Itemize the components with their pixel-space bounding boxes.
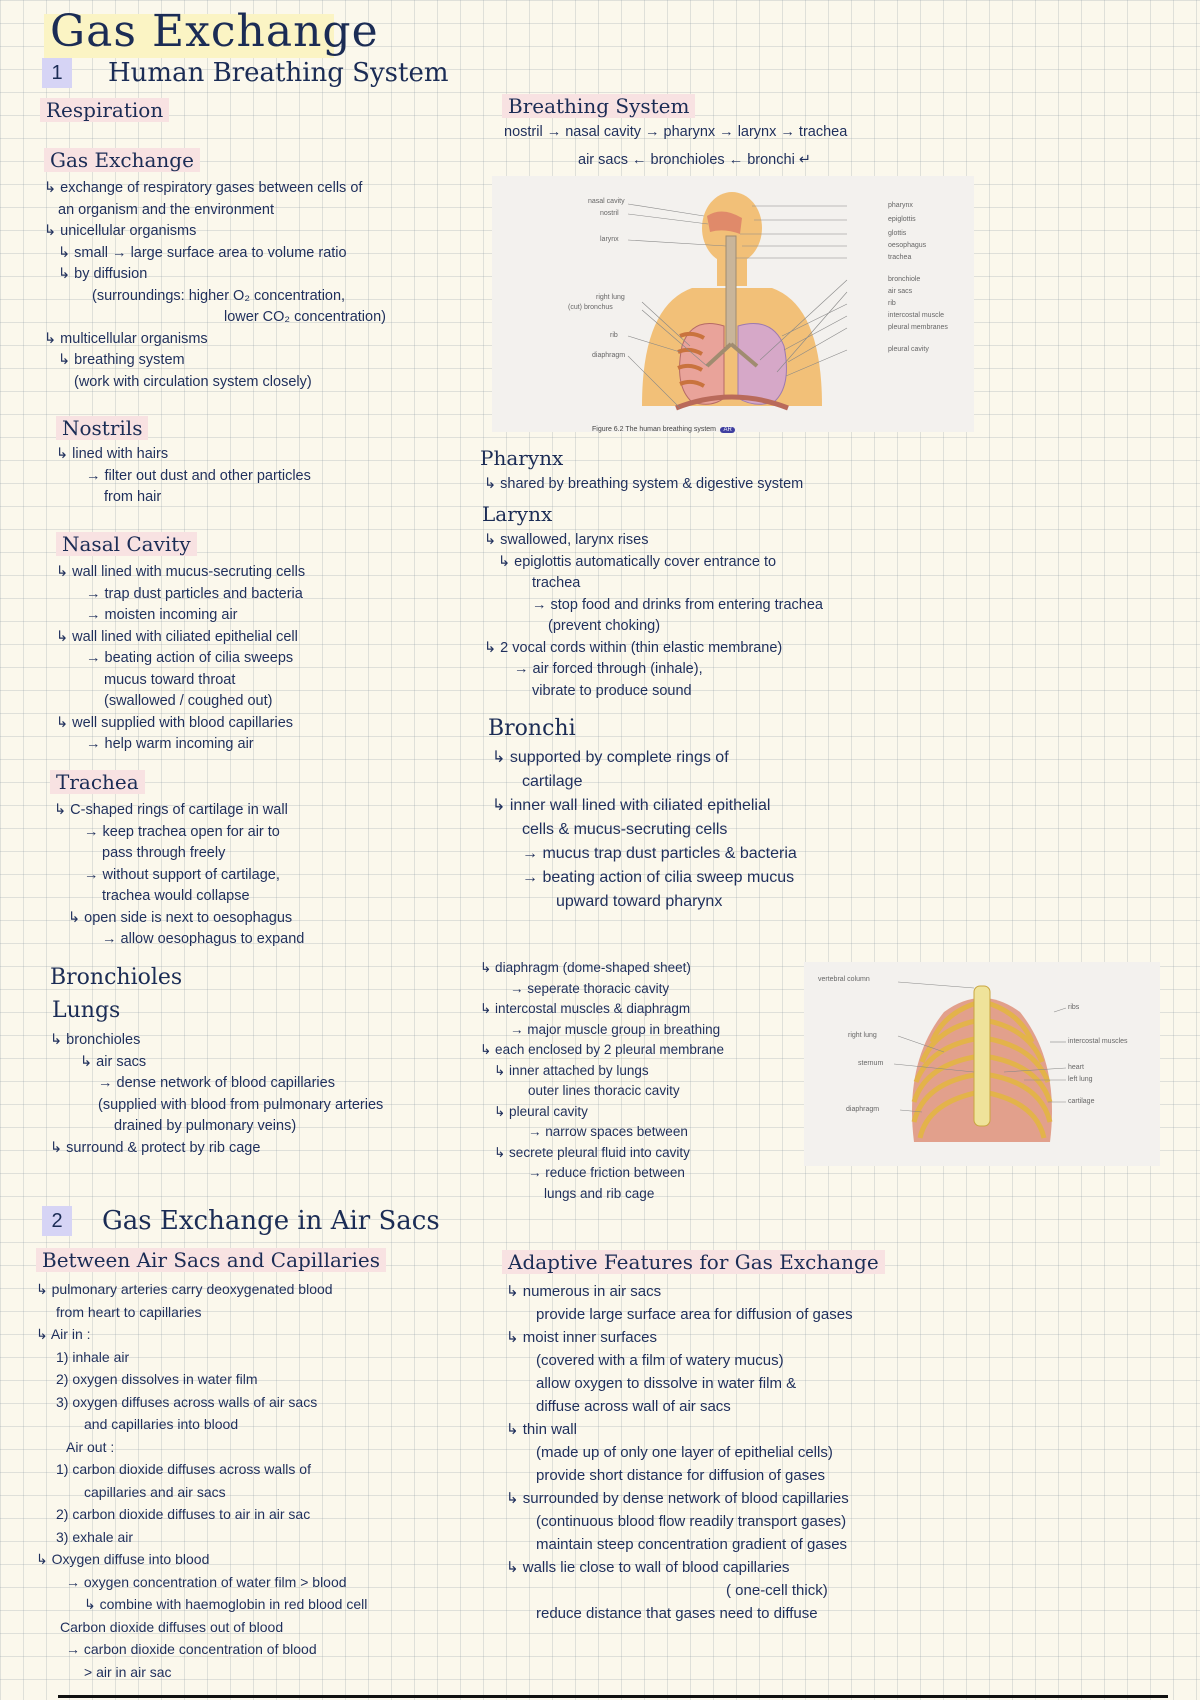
section-2-title: Gas Exchange in Air Sacs bbox=[102, 1206, 440, 1236]
section-2-number: 2 bbox=[42, 1206, 72, 1236]
note-line: → beating action of cilia sweep mucus bbox=[522, 869, 795, 886]
note-line: capillaries and air sacs bbox=[84, 1483, 226, 1500]
note-line: → oxygen concentration of water film > blood bbox=[66, 1573, 347, 1590]
note-line: ↳ walls lie close to wall of blood capillaries bbox=[506, 1559, 790, 1576]
note-line: cells & mucus-secruting cells bbox=[522, 821, 728, 838]
note-line: ↳ epiglottis automatically cover entrance to bbox=[498, 553, 777, 570]
note-line: ↳ surround & protect by rib cage bbox=[50, 1139, 261, 1156]
note-line: → beating action of cilia sweeps bbox=[86, 650, 294, 666]
lungs-notes bbox=[50, 1030, 490, 1159]
fig1-label: nostril bbox=[600, 210, 619, 217]
note-line: outer lines thoracic cavity bbox=[528, 1083, 680, 1098]
note-line: ↳ secrete pleural fluid into cavity bbox=[494, 1144, 690, 1160]
note-line: → narrow spaces between bbox=[528, 1124, 688, 1139]
bronchi-heading: Bronchi bbox=[488, 716, 576, 741]
fig1-label: rib bbox=[610, 332, 618, 339]
note-line: provide short distance for diffusion of gases bbox=[536, 1467, 826, 1484]
note-line: cartilage bbox=[522, 773, 583, 790]
respiration-heading: Respiration bbox=[40, 98, 169, 122]
adaptive-heading: Adaptive Features for Gas Exchange bbox=[502, 1250, 885, 1274]
note-line: ↳ diaphragm (dome-shaped sheet) bbox=[480, 960, 691, 975]
note-line: → carbon dioxide concentration of blood bbox=[66, 1641, 317, 1657]
nostrils-heading: Nostrils bbox=[56, 416, 148, 440]
note-line: diffuse across wall of air sacs bbox=[536, 1398, 731, 1415]
fig2-label: sternum bbox=[858, 1060, 884, 1067]
fig1-label: trachea bbox=[888, 254, 912, 261]
note-line: 2) oxygen dissolves in water film bbox=[56, 1371, 258, 1387]
note-line: (surroundings: higher O₂ concentration, bbox=[92, 287, 346, 304]
between-notes bbox=[36, 1278, 466, 1683]
note-line: provide large surface area for diffusion of gases bbox=[536, 1306, 853, 1323]
note-line: ↳ small → large surface area to volume ratio bbox=[58, 244, 347, 261]
note-line: ↳ wall lined with ciliated epithelial cell bbox=[56, 628, 298, 645]
fig2-label: cartilage bbox=[1068, 1098, 1095, 1105]
fig1-label: epiglottis bbox=[888, 216, 916, 223]
fig2-label: intercostal muscles bbox=[1068, 1038, 1128, 1045]
pharynx-heading: Pharynx bbox=[480, 446, 564, 470]
larynx-heading: Larynx bbox=[482, 502, 553, 526]
note-line: → air forced through (inhale), bbox=[514, 661, 703, 677]
note-line: ↳ inner wall lined with ciliated epithelial bbox=[492, 797, 771, 814]
note-line: → filter out dust and other particles bbox=[86, 467, 311, 484]
note-line: ↳ numerous in air sacs bbox=[506, 1283, 662, 1300]
fig2-label: diaphragm bbox=[846, 1106, 880, 1113]
note-line: trachea would collapse bbox=[102, 888, 250, 904]
note-line: ↳ exchange of respiratory gases between cells of bbox=[44, 180, 363, 196]
nasal-cavity-heading: Nasal Cavity bbox=[56, 532, 197, 556]
note-line: nostril → nasal cavity → pharynx → larynx → trachea bbox=[504, 124, 848, 140]
note-line: (supplied with blood from pulmonary arteries bbox=[98, 1096, 384, 1113]
fig2-label: ribs bbox=[1068, 1004, 1080, 1011]
gas-exchange-heading: Gas Exchange bbox=[44, 148, 200, 172]
breathing-system-notes bbox=[504, 122, 984, 171]
note-line: ↳ unicellular organisms bbox=[44, 223, 197, 239]
note-line: ↳ multicellular organisms bbox=[44, 330, 208, 347]
note-line: ↳ well supplied with blood capillaries bbox=[56, 714, 294, 731]
note-line: ↳ air sacs bbox=[80, 1053, 147, 1070]
note-line: pass through freely bbox=[102, 845, 226, 861]
fig1-label: right lung bbox=[596, 294, 625, 301]
fig2-label: left lung bbox=[1068, 1076, 1093, 1083]
note-line: → seperate thoracic cavity bbox=[510, 980, 670, 996]
fig1-label: bronchiole bbox=[888, 276, 921, 283]
note-line: air sacs ← bronchioles ← bronchi ↵ bbox=[578, 151, 811, 168]
note-line: ↳ by diffusion bbox=[58, 266, 148, 282]
gas-exchange-notes bbox=[44, 178, 474, 393]
fig2-label: heart bbox=[1068, 1064, 1084, 1071]
bronchioles-heading: Bronchioles bbox=[50, 965, 183, 990]
section-1-title: Human Breathing System bbox=[108, 58, 449, 88]
note-line: ↳ combine with haemoglobin in red blood cell bbox=[84, 1596, 368, 1612]
note-line: maintain steep concentration gradient of gases bbox=[536, 1536, 848, 1553]
between-heading: Between Air Sacs and Capillaries bbox=[36, 1248, 386, 1272]
note-line: 3) oxygen diffuses across walls of air sacs bbox=[56, 1393, 318, 1410]
note-line: → major muscle group in breathing bbox=[510, 1021, 721, 1037]
note-line: ↳ Air in : bbox=[36, 1326, 91, 1342]
note-line: drained by pulmonary veins) bbox=[114, 1118, 297, 1134]
adaptive-notes bbox=[506, 1280, 996, 1625]
note-line: (prevent choking) bbox=[548, 618, 661, 634]
note-line: and capillaries into blood bbox=[84, 1416, 239, 1432]
fig1-label: (cut) bronchus bbox=[568, 304, 613, 311]
note-line: → keep trachea open for air to bbox=[84, 823, 280, 840]
note-line: ↳ swallowed, larynx rises bbox=[484, 532, 649, 548]
note-line: ↳ inner attached by lungs bbox=[494, 1062, 649, 1078]
note-line: ↳ wall lined with mucus-secruting cells bbox=[56, 564, 306, 580]
fig1-label: intercostal muscle bbox=[888, 312, 945, 319]
note-line: from hair bbox=[104, 489, 162, 505]
bottom-rule bbox=[58, 1695, 1168, 1698]
breathing-system-figure bbox=[492, 176, 974, 432]
note-line: 3) exhale air bbox=[56, 1528, 134, 1545]
note-line: ↳ C-shaped rings of cartilage in wall bbox=[54, 802, 288, 818]
trachea-heading: Trachea bbox=[50, 770, 145, 794]
note-line: → reduce friction between bbox=[528, 1165, 685, 1180]
note-line: vibrate to produce sound bbox=[532, 682, 692, 699]
note-line: → allow oesophagus to expand bbox=[102, 931, 305, 947]
fig1-label: larynx bbox=[600, 236, 619, 243]
note-line: (continuous blood flow readily transport gases) bbox=[536, 1513, 847, 1530]
note-line: → mucus trap dust particles & bacteria bbox=[522, 845, 797, 862]
note-line: (covered with a film of watery mucus) bbox=[536, 1352, 784, 1369]
note-line: lower CO₂ concentration) bbox=[224, 309, 386, 325]
rib-cage-figure bbox=[804, 962, 1160, 1166]
note-line: ↳ Oxygen diffuse into blood bbox=[36, 1551, 210, 1567]
note-line: → dense network of blood capillaries bbox=[98, 1075, 335, 1091]
larynx-notes bbox=[484, 530, 964, 702]
bronchi-notes bbox=[492, 746, 972, 914]
fig2-label: right lung bbox=[848, 1032, 877, 1039]
fig1-caption-wrap bbox=[592, 418, 735, 436]
note-line: ↳ pleural cavity bbox=[494, 1103, 588, 1119]
fig1-caption: Figure 6.2 The human breathing system bbox=[592, 426, 716, 433]
note-line: trachea bbox=[532, 575, 581, 591]
note-line: reduce distance that gases need to diffuse bbox=[536, 1605, 818, 1622]
fig1-label: air sacs bbox=[888, 288, 913, 295]
fig1-label: oesophagus bbox=[888, 242, 927, 249]
lungs-heading: Lungs bbox=[52, 998, 121, 1023]
note-line: → stop food and drinks from entering trachea bbox=[532, 596, 823, 613]
fig1-label: pleural membranes bbox=[888, 324, 948, 331]
note-line: ↳ supported by complete rings of bbox=[492, 749, 729, 766]
note-line: (made up of only one layer of epithelial cells) bbox=[536, 1444, 833, 1461]
fig2-label: vertebral column bbox=[818, 976, 870, 983]
note-line: 2) carbon dioxide diffuses to air in air sac bbox=[56, 1506, 311, 1522]
fig1-label: pleural cavity bbox=[888, 346, 929, 353]
note-line: (work with circulation system closely) bbox=[74, 373, 312, 390]
trachea-notes bbox=[54, 800, 464, 951]
note-line: ↳ thin wall bbox=[506, 1421, 577, 1438]
note-line: ↳ lined with hairs bbox=[56, 446, 169, 462]
note-line: → moisten incoming air bbox=[86, 607, 238, 623]
fig1-label: nasal cavity bbox=[588, 198, 625, 205]
fig1-label: diaphragm bbox=[592, 352, 626, 359]
note-line: → without support of cartilage, bbox=[84, 866, 280, 883]
page-title: Gas Exchange bbox=[50, 6, 379, 57]
note-line: ↳ moist inner surfaces bbox=[506, 1329, 657, 1346]
section-1-number: 1 bbox=[42, 58, 72, 88]
note-line: ↳ each enclosed by 2 pleural membrane bbox=[480, 1042, 724, 1057]
note-line: allow oxygen to dissolve in water film & bbox=[536, 1375, 797, 1392]
note-line: ↳ breathing system bbox=[58, 352, 185, 368]
note-line: ↳ 2 vocal cords within (thin elastic membrane) bbox=[484, 639, 783, 656]
breathing-system-heading: Breathing System bbox=[502, 94, 695, 118]
note-line: upward toward pharynx bbox=[556, 893, 723, 910]
fig1-label: glottis bbox=[888, 230, 907, 237]
note-line: lungs and rib cage bbox=[544, 1185, 655, 1201]
note-line: ( one-cell thick) bbox=[726, 1582, 828, 1599]
note-line: ↳ shared by breathing system & digestive system bbox=[484, 476, 804, 492]
nostrils-notes bbox=[56, 444, 456, 509]
nasal-cavity-notes bbox=[56, 562, 466, 756]
note-line: mucus toward throat bbox=[104, 671, 236, 688]
note-line: > air in air sac bbox=[84, 1663, 172, 1680]
note-line: 1) carbon dioxide diffuses across walls of bbox=[56, 1461, 311, 1477]
note-line: ↳ pulmonary arteries carry deoxygenated blood bbox=[36, 1281, 333, 1297]
fig1-label: pharynx bbox=[888, 202, 913, 209]
fig1-label: rib bbox=[888, 300, 896, 307]
breathing-system-diagram bbox=[492, 176, 974, 432]
ar-badge: AR bbox=[720, 427, 734, 433]
note-line: 1) inhale air bbox=[56, 1348, 130, 1365]
note-line: (swallowed / coughed out) bbox=[104, 693, 273, 709]
note-line: → trap dust particles and bacteria bbox=[86, 585, 303, 602]
note-line: → help warm incoming air bbox=[86, 736, 254, 752]
note-line: from heart to capillaries bbox=[56, 1303, 202, 1320]
note-line: Carbon dioxide diffuses out of blood bbox=[60, 1618, 284, 1635]
note-line: ↳ surrounded by dense network of blood capillaries bbox=[506, 1490, 849, 1507]
note-line: ↳ open side is next to oesophagus bbox=[68, 909, 293, 926]
note-line: an organism and the environment bbox=[58, 201, 275, 218]
diaphragm-notes bbox=[480, 958, 800, 1204]
note-line: ↳ bronchioles bbox=[50, 1032, 141, 1048]
pharynx-notes bbox=[484, 474, 964, 496]
note-line: Air out : bbox=[66, 1438, 115, 1455]
note-line: ↳ intercostal muscles & diaphragm bbox=[480, 1001, 691, 1016]
